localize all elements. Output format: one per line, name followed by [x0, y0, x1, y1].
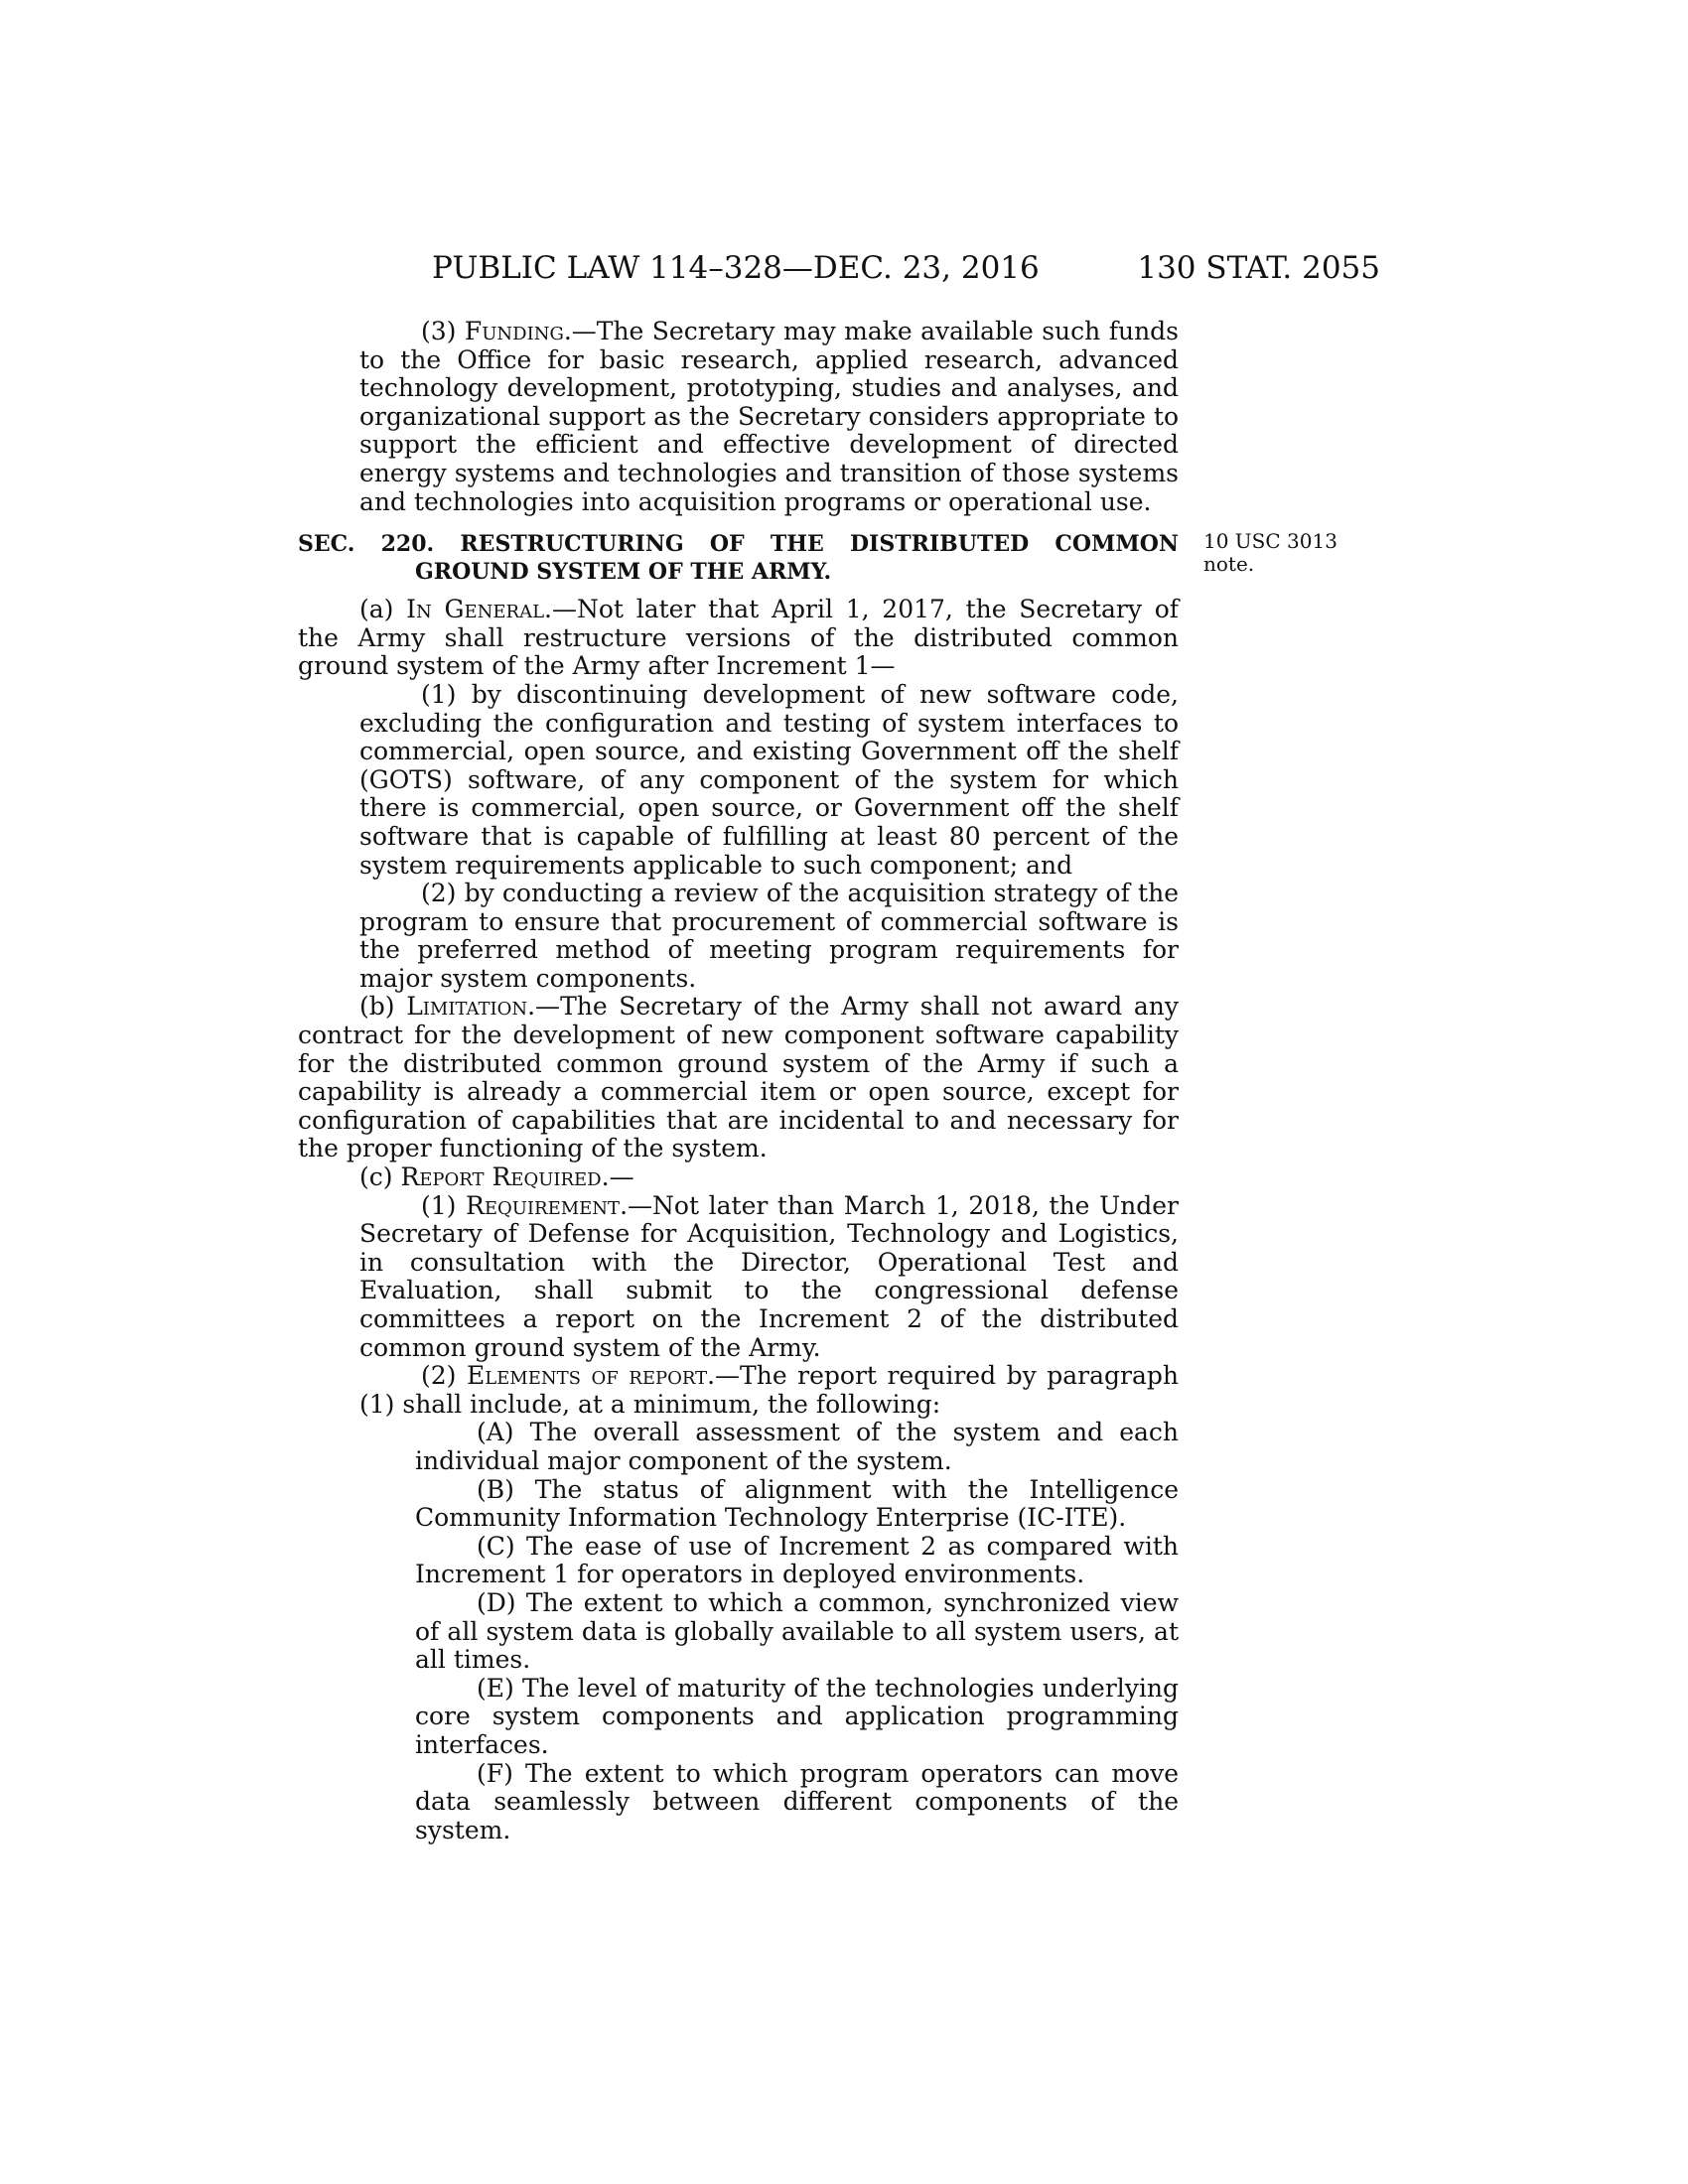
subsection-c: (c) Report Required.—: [359, 1162, 634, 1192]
heading-report-required: Report Required: [400, 1162, 602, 1192]
report-element-c: (C) The ease of use of Increment 2 as compared with Increment 1 for operators in deployed environments.: [415, 1531, 1179, 1589]
report-element-e: (E) The level of maturity of the technologies underlying core system components and application programming interfaces.: [415, 1673, 1179, 1759]
subsection-c-paragraph-2: (2) Elements of report.—The report required by paragraph (1) shall include, at a minimum, the following:: [359, 1361, 1179, 1419]
section-heading-block: [298, 529, 1337, 586]
heading-in-general: In General: [406, 595, 545, 624]
subsection-a: (a) In General.—Not later that April 1, 2017, the Secretary of the Army shall restructure versions of the distributed common ground system of the Army after Increment 1—: [298, 595, 1180, 681]
subsection-c-paragraph-1: (1) Requirement.—Not later than March 1, 2018, the Under Secretary of Defense for Acquisition, Technology and Logistics, in consultation with the Director, Operational Test and Evaluation, shall submit to the congressional defense committees a report on the Increment 2 of the distributed common ground system of the Army.: [359, 1190, 1179, 1362]
subsection-b: (b) Limitation.—The Secretary of the Army shall not award any contract for the development of new component software capability for the distributed common ground system of the Army if such a capability is already a commercial item or open source, except for configuration of capabilities that are incidental to and necessary for the proper functioning of the system.: [298, 992, 1179, 1163]
public-law-citation: PUBLIC LAW 114–328—DEC. 23, 2016: [432, 250, 1040, 286]
subsection-a-paragraph-1: (1) by discontinuing development of new software code, excluding the configuration and testing of system interfaces to commercial, open source, and existing Government off the shelf (GOTS) software, of any component of the system for which there is commercial, open source, or Government off the shelf software that is capable of fulfilling at least 80 percent of the system requirements applicable to such component; and: [359, 679, 1179, 880]
report-element-b: (B) The status of alignment with the Intelligence Community Information Technology Enterprise (IC-ITE).: [415, 1474, 1179, 1533]
page-header: [298, 248, 1380, 288]
report-element-a: (A) The overall assessment of the system and each individual major component of the system.: [415, 1418, 1179, 1475]
paragraph-funding: (3) Funding.—The Secretary may make available such funds to the Office for basic research, applied research, advanced technology development, prototyping, studies and analyses, and organizational support as the Secretary considers appropriate to support the efficient and effective development of directed energy systems and technologies and transition of those systems and technologies into acquisition programs or operational use.: [359, 317, 1180, 516]
statute-page-number: 130 STAT. 2055: [1137, 250, 1380, 286]
heading-limitation: Limitation: [406, 992, 528, 1022]
document-body: [298, 317, 1337, 1844]
margin-note: 10 USC 3013 note.: [1203, 529, 1337, 577]
section-title: SEC. 220. RESTRUCTURING OF THE DISTRIBUTED COMMON GROUND SYSTEM OF THE ARMY.: [298, 531, 1179, 586]
report-element-d: (D) The extent to which a common, synchronized view of all system data is globally available to all system users, at all times.: [415, 1587, 1179, 1675]
report-element-f: (F) The extent to which program operators can move data seamlessly between different components of the system.: [415, 1758, 1179, 1844]
subsection-a-paragraph-2: (2) by conducting a review of the acquisition strategy of the program to ensure that procurement of commercial software is the preferred method of meeting program requirements for major system components.: [359, 879, 1179, 993]
heading-funding: Funding: [464, 317, 564, 345]
heading-requirement: Requirement: [466, 1190, 621, 1220]
heading-elements-of-report: Elements of report: [466, 1361, 708, 1391]
